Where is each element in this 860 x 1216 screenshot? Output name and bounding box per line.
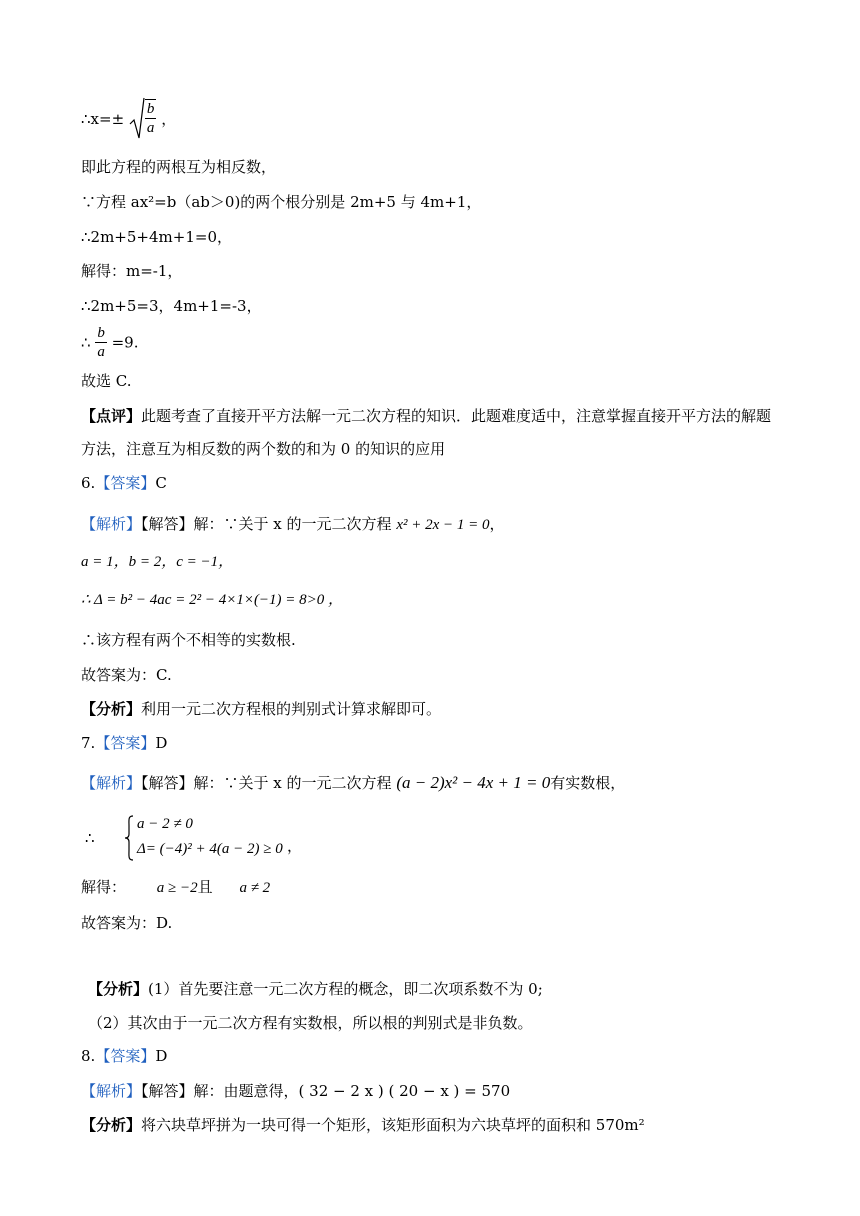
- q6-equation: x² + 2x − 1 = 0: [396, 517, 490, 533]
- review-tag: 【点评】: [81, 407, 142, 425]
- q7-answer-line: [81, 733, 167, 753]
- q7-equation: (a − 2)x² − 4x + 1 = 0: [396, 773, 551, 792]
- q7-condition-2: Δ= (−4)² + 4(a − 2) ≥ 0: [137, 841, 283, 857]
- q7-answer: D: [155, 734, 168, 752]
- q6-analysis-tag: 【解析】: [81, 515, 142, 533]
- left-brace-icon: [123, 814, 135, 862]
- line-sum-zero: ∴2m+5+4m+1=0，: [81, 228, 232, 246]
- q7-solve-text: 解：∵关于 x 的一元二次方程: [193, 774, 392, 792]
- q7-final-answer: 故答案为：D.: [81, 914, 173, 932]
- q8-fenxi-text: 将六块草坪拼为一块可得一个矩形，该矩形面积为六块草坪的面积和 570m²: [141, 1116, 645, 1134]
- q7-fenxi-text-1: (1）首先要注意一元二次方程的概念，即二次项系数不为 0;: [148, 980, 543, 998]
- sqrt-fraction: [129, 96, 157, 142]
- q8-solve-tag: 【解答】: [141, 1082, 194, 1100]
- line-review: [81, 406, 771, 426]
- ratio-value: =9.: [111, 333, 139, 352]
- therefore-symbol: ∴: [81, 333, 91, 352]
- q6-answer-tag: 【答案】: [95, 474, 156, 492]
- fraction-numerator: b: [146, 101, 155, 117]
- q7-solve-tag: 【解答】: [141, 774, 194, 792]
- q7-answer-tag: 【答案】: [95, 734, 156, 752]
- q7-system-suffix: ，: [287, 837, 303, 855]
- fraction-denominator: a: [97, 344, 105, 360]
- q7-solve-and: 且: [197, 878, 213, 896]
- q6-fenxi-tag: 【分析】: [81, 700, 142, 718]
- line-ratio-result: [81, 324, 139, 364]
- line-root-expression: [81, 96, 176, 144]
- q7-number: 7.: [81, 734, 96, 752]
- q8-solve-text: 解：由题意得，( 32 − 2 x ) ( 20 − x ) = 570: [193, 1082, 511, 1100]
- q6-analysis: [81, 699, 441, 719]
- q6-solve-text: 解：∵关于 x 的一元二次方程: [193, 515, 392, 533]
- q6-conclusion: ∴该方程有两个不相等的实数根.: [81, 631, 296, 649]
- q7-solve-result: [81, 877, 270, 898]
- root-prefix: ∴x=±: [81, 110, 125, 128]
- q6-answer: C: [155, 474, 167, 492]
- q6-coefficients: a = 1，b = 2，c = −1，: [81, 554, 234, 570]
- q6-discriminant: ∴ Δ = b² − 4ac = 2² − 4×1×(−1) = 8>0 ，: [81, 592, 344, 608]
- q7-system: [81, 812, 481, 864]
- q8-answer-tag: 【答案】: [95, 1047, 156, 1065]
- q7-solve-2: a ≠ 2: [239, 880, 271, 896]
- line-choose-c: 故选 C.: [81, 372, 132, 390]
- sqrt-sign-icon: [129, 96, 145, 142]
- q7-solve-1: a ≥ −2: [156, 880, 198, 896]
- q8-solution-line: [81, 1081, 510, 1101]
- fraction-denominator: a: [146, 120, 155, 136]
- fraction-b-over-a-2: [95, 324, 107, 361]
- line-review-cont: 方法，注意互为相反数的两个数的和为 0 的知识的应用: [81, 440, 446, 458]
- q6-eq-suffix: ，: [489, 515, 505, 533]
- q8-fenxi-tag: 【分析】: [81, 1116, 142, 1134]
- q8-answer: D: [155, 1047, 168, 1065]
- q6-solution-line: [81, 514, 505, 535]
- q7-analysis-tag: 【解析】: [81, 774, 142, 792]
- q8-answer-line: [81, 1046, 167, 1066]
- q7-condition-1: a − 2 ≠ 0: [137, 816, 193, 832]
- fraction-b-over-a: [145, 100, 157, 137]
- q6-answer-line: [81, 473, 167, 493]
- line-opposite-roots: 即此方程的两根互为相反数，: [81, 158, 277, 176]
- line-solve-m: 解得：m=-1，: [81, 262, 183, 280]
- root-suffix: ，: [161, 110, 177, 128]
- q7-eq-suffix: 有实数根，: [550, 774, 626, 792]
- q6-solve-tag: 【解答】: [141, 515, 194, 533]
- fraction-numerator: b: [97, 325, 105, 341]
- line-equation-roots: ∵方程 ax²=b（ab＞0)的两个根分别是 2m+5 与 4m+1，: [81, 193, 482, 211]
- q7-therefore: ∴: [85, 829, 95, 847]
- q7-analysis-1: [88, 979, 543, 999]
- q7-solve-label: 解得：: [81, 878, 127, 896]
- q8-number: 8.: [81, 1047, 96, 1065]
- q6-fenxi-text: 利用一元二次方程根的判别式计算求解即可。: [141, 700, 442, 718]
- q7-analysis-2: （2）其次由于一元二次方程有实数根，所以根的判别式是非负数。: [88, 1014, 533, 1032]
- q8-analysis: [81, 1115, 645, 1135]
- q6-final-answer: 故答案为：C.: [81, 666, 172, 684]
- q7-fenxi-tag: 【分析】: [88, 980, 149, 998]
- q8-analysis-tag: 【解析】: [81, 1082, 142, 1100]
- q7-solution-line: [81, 773, 625, 793]
- line-roots-values: ∴2m+5=3，4m+1=-3，: [81, 297, 262, 315]
- review-text: 此题考查了直接开平方法解一元二次方程的知识．此题难度适中，注意掌握直接开平方法的解题: [141, 407, 772, 425]
- q6-number: 6.: [81, 474, 96, 492]
